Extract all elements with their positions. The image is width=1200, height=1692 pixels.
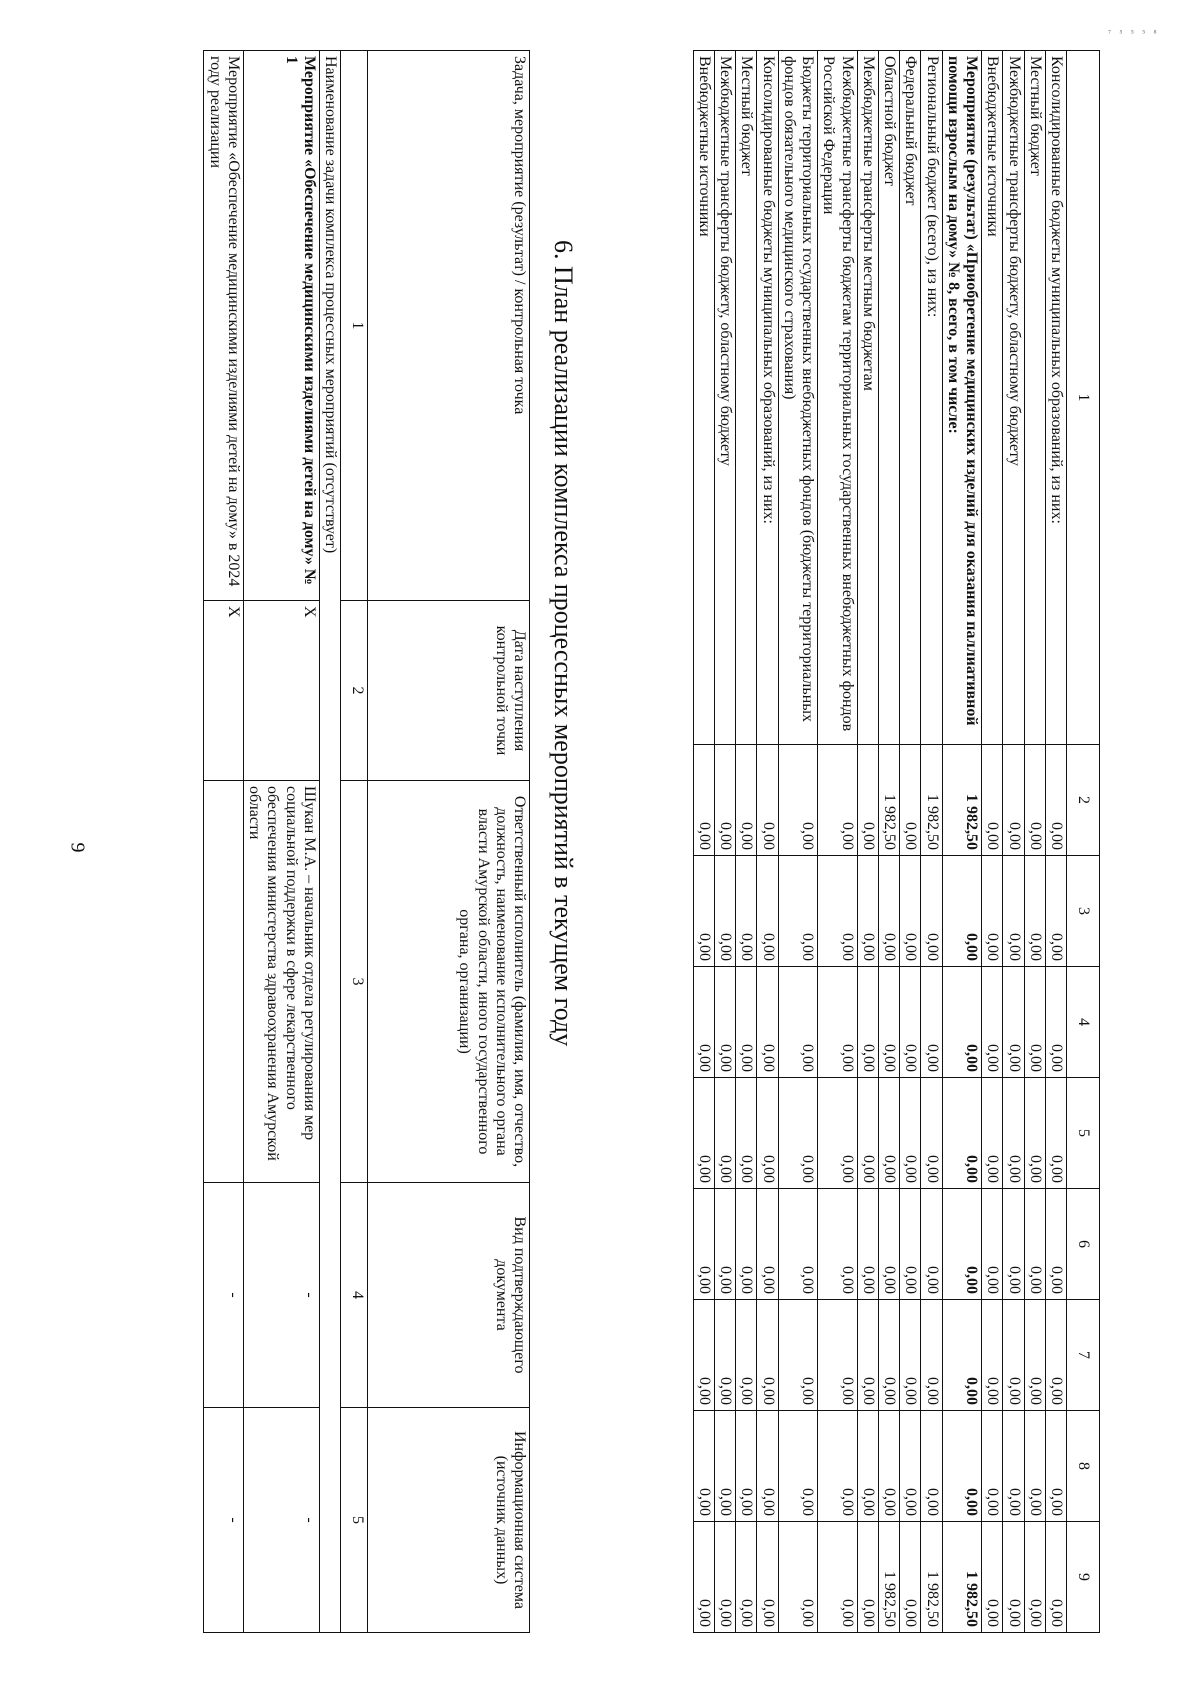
finance-header-cell: 2 (1067, 745, 1100, 856)
finance-value-cell: 0,00 (778, 1522, 817, 1633)
finance-row (778, 51, 817, 1633)
finance-value-cell: 0,00 (921, 1189, 942, 1300)
finance-value-cell: 0,00 (1045, 1300, 1066, 1411)
finance-value-cell: 0,00 (857, 856, 878, 967)
finance-value-cell: 0,00 (693, 1522, 714, 1633)
plan-table (203, 50, 530, 1633)
finance-header-cell: 8 (1067, 1411, 1100, 1522)
rotated-page-content (160, 40, 1100, 1640)
finance-value-cell: 0,00 (693, 856, 714, 967)
finance-value-cell: 0,00 (857, 1300, 878, 1411)
finance-value-cell: 0,00 (900, 1300, 921, 1411)
finance-value-cell: 0,00 (778, 745, 817, 856)
plan-cell-5: - (243, 1408, 319, 1633)
finance-value-cell: 0,00 (715, 1411, 736, 1522)
finance-value-cell: 0,00 (982, 967, 1003, 1078)
plan-index-row (341, 51, 368, 1633)
finance-value-cell: 0,00 (921, 967, 942, 1078)
finance-header-cell: 9 (1067, 1522, 1100, 1633)
finance-value-cell: 0,00 (982, 745, 1003, 856)
finance-value-cell: 0,00 (1045, 1522, 1066, 1633)
finance-row-label: Консолидированные бюджеты муниципальных образований, из них: (757, 51, 778, 745)
plan-table-body (204, 51, 319, 1633)
finance-value-cell: 0,00 (715, 1300, 736, 1411)
finance-value-cell: 0,00 (818, 856, 857, 967)
finance-value-cell: 0,00 (1003, 745, 1024, 856)
finance-value-cell: 0,00 (942, 856, 981, 967)
finance-value-cell: 0,00 (736, 1300, 757, 1411)
finance-value-cell: 0,00 (1024, 1189, 1045, 1300)
finance-value-cell: 0,00 (818, 1300, 857, 1411)
finance-value-cell: 0,00 (818, 745, 857, 856)
finance-value-cell: 0,00 (757, 1078, 778, 1189)
finance-value-cell: 0,00 (1003, 1522, 1024, 1633)
finance-row-label: Местный бюджет (1024, 51, 1045, 745)
finance-value-cell: 0,00 (778, 1189, 817, 1300)
finance-value-cell: 0,00 (757, 1300, 778, 1411)
plan-task-row (319, 51, 340, 1633)
finance-value-cell: 0,00 (1003, 1078, 1024, 1189)
plan-cell-3 (204, 781, 243, 1183)
finance-value-cell: 0,00 (982, 1078, 1003, 1189)
finance-value-cell: 0,00 (857, 1078, 878, 1189)
finance-row-label: Региональный бюджет (всего), из них: (921, 51, 942, 745)
plan-index-cell: 2 (341, 601, 368, 781)
finance-value-cell: 0,00 (1045, 1411, 1066, 1522)
finance-header-cell: 1 (1067, 51, 1100, 745)
finance-value-cell: 0,00 (736, 967, 757, 1078)
finance-value-cell: 0,00 (878, 1189, 899, 1300)
finance-value-cell: 0,00 (1024, 1078, 1045, 1189)
finance-value-cell: 0,00 (757, 1522, 778, 1633)
finance-value-cell: 0,00 (757, 745, 778, 856)
finance-value-cell: 0,00 (900, 1189, 921, 1300)
finance-value-cell: 0,00 (693, 1189, 714, 1300)
plan-cell-2: X (204, 601, 243, 781)
finance-row-label: Бюджеты территориальных государственных внебюджетных фондов (бюджеты территориальных фондов обязательного медицинского страхования) (778, 51, 817, 745)
finance-value-cell: 0,00 (878, 1300, 899, 1411)
finance-value-cell: 1 982,50 (942, 1522, 981, 1633)
finance-value-cell: 0,00 (921, 1411, 942, 1522)
plan-index-cell: 1 (341, 51, 368, 601)
finance-value-cell: 0,00 (942, 967, 981, 1078)
finance-row (693, 51, 714, 1633)
finance-value-cell: 0,00 (736, 1522, 757, 1633)
finance-value-cell: 0,00 (857, 745, 878, 856)
finance-row-label: Мероприятие (результат) «Приобретение медицинских изделий для оказания паллиативной помощи взрослым на дому» № 8, всего, в том числе: (942, 51, 981, 745)
finance-row (818, 51, 857, 1633)
finance-row-label: Федеральный бюджет (900, 51, 921, 745)
finance-value-cell: 0,00 (757, 856, 778, 967)
finance-value-cell: 0,00 (921, 1300, 942, 1411)
finance-value-cell: 0,00 (942, 1189, 981, 1300)
plan-header-cell: Вид подтверждающего документа (368, 1183, 530, 1408)
finance-row-label: Межбюджетные трансферты бюджету, областному бюджету (1003, 51, 1024, 745)
finance-value-cell: 1 982,50 (921, 745, 942, 856)
finance-value-cell: 0,00 (1003, 856, 1024, 967)
section-title: 6. План реализации комплекса процессных мероприятий в текущем году (549, 240, 578, 1047)
finance-value-cell: 0,00 (857, 1522, 878, 1633)
finance-header-cell: 3 (1067, 856, 1100, 967)
finance-value-cell: 0,00 (1024, 1411, 1045, 1522)
plan-task-cell: Наименование задачи комплекса процессных мероприятий (отсутствует) (319, 51, 340, 1633)
finance-header-cell: 6 (1067, 1189, 1100, 1300)
finance-value-cell: 0,00 (693, 1078, 714, 1189)
finance-value-cell: 0,00 (693, 1411, 714, 1522)
finance-row (900, 51, 921, 1633)
finance-header-row (1067, 51, 1100, 1633)
finance-value-cell: 0,00 (715, 1522, 736, 1633)
plan-index-cell: 4 (341, 1183, 368, 1408)
finance-value-cell: 1 982,50 (921, 1522, 942, 1633)
finance-row-label: Внебюджетные источники (982, 51, 1003, 745)
finance-value-cell: 0,00 (857, 1189, 878, 1300)
finance-value-cell: 0,00 (900, 1522, 921, 1633)
finance-value-cell: 0,00 (942, 1300, 981, 1411)
finance-value-cell: 0,00 (1024, 856, 1045, 967)
finance-value-cell: 1 982,50 (878, 1522, 899, 1633)
finance-value-cell: 0,00 (982, 856, 1003, 967)
finance-value-cell: 0,00 (693, 1300, 714, 1411)
finance-value-cell: 0,00 (1003, 967, 1024, 1078)
finance-value-cell: 0,00 (982, 1522, 1003, 1633)
finance-row (1045, 51, 1066, 1633)
finance-value-cell: 0,00 (900, 856, 921, 967)
plan-header-cell: Задача, мероприятие (результат) / контрольная точка (368, 51, 530, 601)
scan-marks: ⁷ ⁵ ⁵ ⁵ ⁸ (1108, 28, 1160, 38)
finance-value-cell: 0,00 (921, 1078, 942, 1189)
plan-index-cell: 5 (341, 1408, 368, 1633)
finance-value-cell: 0,00 (757, 967, 778, 1078)
finance-row-label: Консолидированные бюджеты муниципальных образований, из них: (1045, 51, 1066, 745)
finance-row (757, 51, 778, 1633)
finance-value-cell: 0,00 (982, 1300, 1003, 1411)
finance-value-cell: 0,00 (1003, 1411, 1024, 1522)
finance-value-cell: 0,00 (900, 967, 921, 1078)
finance-value-cell: 0,00 (982, 1411, 1003, 1522)
finance-value-cell: 0,00 (1003, 1189, 1024, 1300)
finance-value-cell: 0,00 (900, 1411, 921, 1522)
plan-cell-5: - (204, 1408, 243, 1633)
finance-value-cell: 0,00 (736, 1078, 757, 1189)
finance-row-label: Местный бюджет (736, 51, 757, 745)
finance-value-cell: 0,00 (715, 1078, 736, 1189)
plan-header-cell: Ответственный исполнитель (фамилия, имя, отчество, должность, наименование исполнительного органа власти Амурской области, иного государственного органа, организации) (368, 781, 530, 1183)
finance-value-cell: 0,00 (1045, 745, 1066, 856)
finance-header-cell: 4 (1067, 967, 1100, 1078)
plan-row (204, 51, 243, 1633)
plan-cell-4: - (243, 1183, 319, 1408)
finance-value-cell: 0,00 (1003, 1300, 1024, 1411)
finance-value-cell: 0,00 (818, 1078, 857, 1189)
plan-header-row (368, 51, 530, 1633)
finance-row (857, 51, 878, 1633)
finance-value-cell: 0,00 (921, 856, 942, 967)
finance-row (1024, 51, 1045, 1633)
finance-value-cell: 1 982,50 (878, 745, 899, 856)
finance-value-cell: 0,00 (715, 856, 736, 967)
finance-value-cell: 0,00 (878, 1078, 899, 1189)
finance-value-cell: 0,00 (857, 967, 878, 1078)
finance-row (715, 51, 736, 1633)
finance-value-cell: 0,00 (1045, 1189, 1066, 1300)
finance-table (693, 50, 1100, 1633)
finance-row (736, 51, 757, 1633)
plan-index-cell: 3 (341, 781, 368, 1183)
finance-row (1003, 51, 1024, 1633)
finance-value-cell: 0,00 (778, 967, 817, 1078)
finance-value-cell: 0,00 (878, 967, 899, 1078)
finance-row-label: Внебюджетные источники (693, 51, 714, 745)
plan-header-cell: Информационная система (источник данных) (368, 1408, 530, 1633)
plan-cell-3: Шукан М.А. – начальник отдела регулирования мер социальной поддержки в сфере лекарственного обеспечения министерства здравоохранения Амурской области (243, 781, 319, 1183)
finance-value-cell: 0,00 (1045, 967, 1066, 1078)
plan-cell-1: Мероприятие «Обеспечение медицинскими изделиями детей на дому» в 2024 году реализации (204, 51, 243, 601)
finance-value-cell: 0,00 (778, 1411, 817, 1522)
finance-value-cell: 0,00 (736, 745, 757, 856)
finance-row (942, 51, 981, 1633)
finance-value-cell: 1 982,50 (942, 745, 981, 856)
finance-value-cell: 0,00 (693, 967, 714, 1078)
finance-value-cell: 0,00 (715, 1189, 736, 1300)
finance-value-cell: 0,00 (736, 1189, 757, 1300)
finance-value-cell: 0,00 (715, 967, 736, 1078)
finance-header-cell: 7 (1067, 1300, 1100, 1411)
finance-row-label: Областной бюджет (878, 51, 899, 745)
finance-value-cell: 0,00 (757, 1411, 778, 1522)
finance-value-cell: 0,00 (736, 856, 757, 967)
finance-row (878, 51, 899, 1633)
finance-row-label: Межбюджетные трансферты бюджету, областному бюджету (715, 51, 736, 745)
finance-value-cell: 0,00 (818, 967, 857, 1078)
plan-header-cell: Дата наступления контрольной точки (368, 601, 530, 781)
finance-row (982, 51, 1003, 1633)
finance-value-cell: 0,00 (878, 856, 899, 967)
finance-value-cell: 0,00 (818, 1522, 857, 1633)
finance-value-cell: 0,00 (900, 745, 921, 856)
finance-value-cell: 0,00 (778, 1078, 817, 1189)
finance-value-cell: 0,00 (736, 1411, 757, 1522)
finance-value-cell: 0,00 (1024, 967, 1045, 1078)
finance-value-cell: 0,00 (1024, 1300, 1045, 1411)
finance-value-cell: 0,00 (900, 1078, 921, 1189)
finance-value-cell: 0,00 (693, 745, 714, 856)
finance-value-cell: 0,00 (778, 1300, 817, 1411)
finance-row-label: Межбюджетные трансферты бюджетам территориальных государственных внебюджетных фондов Российской Федерации (818, 51, 857, 745)
plan-cell-4: - (204, 1183, 243, 1408)
finance-value-cell: 0,00 (757, 1189, 778, 1300)
finance-value-cell: 0,00 (878, 1411, 899, 1522)
finance-value-cell: 0,00 (715, 745, 736, 856)
finance-value-cell: 0,00 (982, 1189, 1003, 1300)
finance-value-cell: 0,00 (942, 1078, 981, 1189)
finance-value-cell: 0,00 (857, 1411, 878, 1522)
finance-row-label: Межбюджетные трансферты местным бюджетам (857, 51, 878, 745)
finance-value-cell: 0,00 (818, 1411, 857, 1522)
finance-value-cell: 0,00 (818, 1189, 857, 1300)
page-number: 9 (66, 842, 89, 853)
finance-value-cell: 0,00 (942, 1411, 981, 1522)
finance-value-cell: 0,00 (1045, 856, 1066, 967)
finance-value-cell: 0,00 (778, 856, 817, 967)
finance-table-body (693, 51, 1066, 1633)
plan-cell-2: X (243, 601, 319, 781)
finance-value-cell: 0,00 (1045, 1078, 1066, 1189)
finance-row (921, 51, 942, 1633)
plan-cell-1: Мероприятие «Обеспечение медицинскими изделиями детей на дому» № 1 (243, 51, 319, 601)
finance-value-cell: 0,00 (1024, 1522, 1045, 1633)
finance-header-cell: 5 (1067, 1078, 1100, 1189)
plan-row (243, 51, 319, 1633)
finance-value-cell: 0,00 (1024, 745, 1045, 856)
